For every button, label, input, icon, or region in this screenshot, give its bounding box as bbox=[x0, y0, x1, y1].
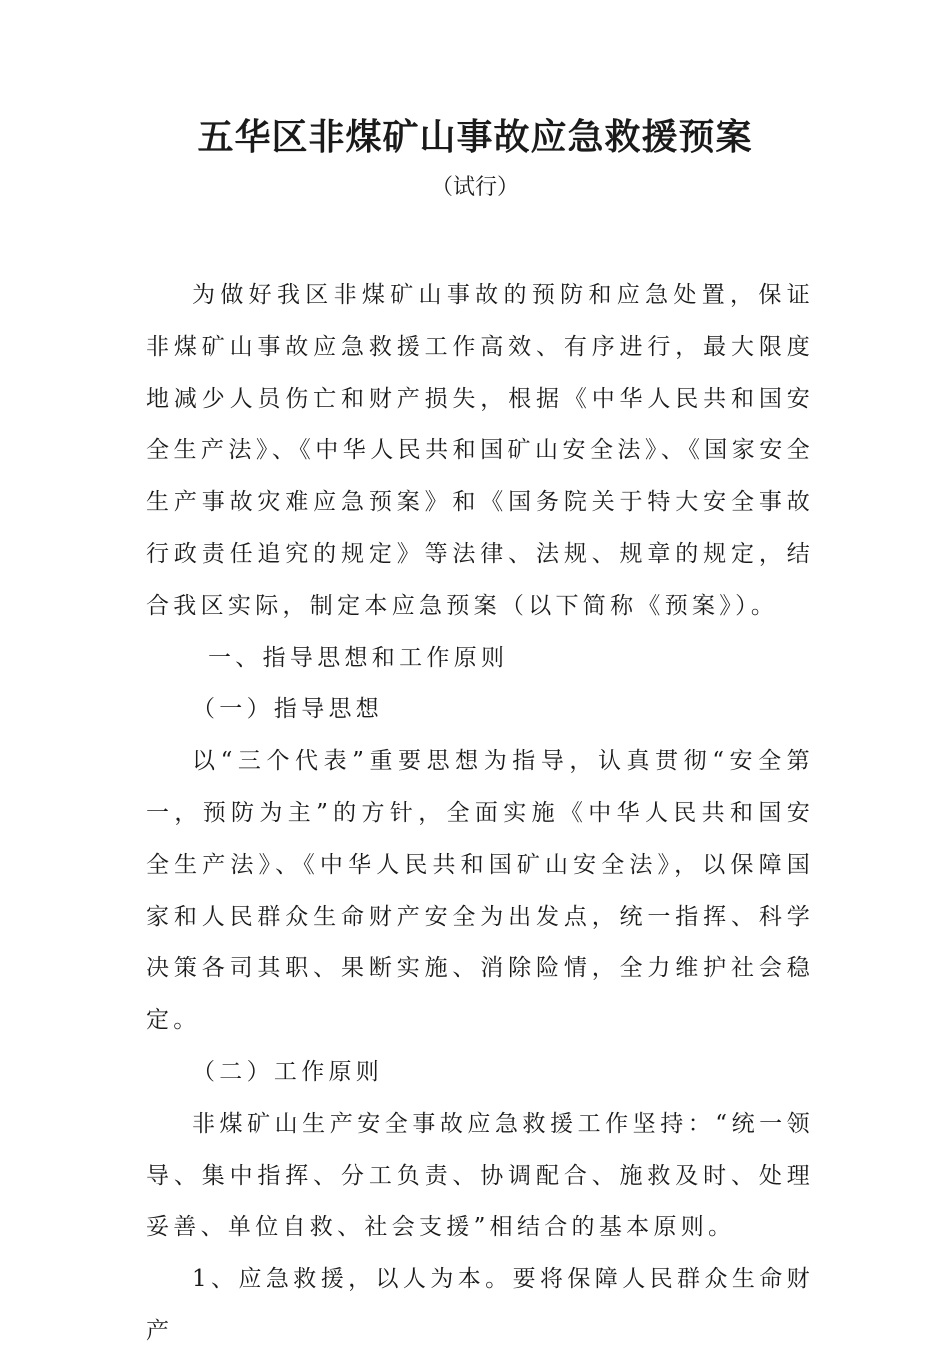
subsection-heading-work-principles: （二）工作原则 bbox=[192, 1058, 384, 1085]
intro-paragraph: 为做好我区非煤矿山事故的预防和应急处置，保证非煤矿山事故应急救援工作高效、有序进行，最大限度地减少人员伤亡和财产损失，根据《中华人民共和国安全生产法》、《中华人民共和国矿山安全法》、《国家安全生产事故灾难应急预案》和《国务院关于特大安全事故行政责任追究的规定》等法律、法规、规章的规定，结合我区实际，制定本应急预案（以下简称《预案》）。 bbox=[146, 282, 814, 619]
section-heading-guiding-principles: 一、指导思想和工作原则 bbox=[208, 644, 509, 671]
work-principles-paragraph: 非煤矿山生产安全事故应急救援工作坚持：“统一领导、集中指挥、分工负责、协调配合、施救及时、处理妥善、单位自救、社会支援”相结合的基本原则。 bbox=[146, 1110, 814, 1241]
principle-item-1: 1、应急救援，以人为本。要将保障人民群众生命财产 bbox=[146, 1266, 814, 1344]
subsection-heading-guiding-ideology: （一）指导思想 bbox=[192, 696, 384, 723]
guiding-ideology-paragraph: 以“三个代表”重要思想为指导，认真贯彻“安全第一，预防为主”的方针，全面实施《中华人民共和国安全生产法》、《中华人民共和国矿山安全法》，以保障国家和人民群众生命财产安全为出发点，统一指挥、科学决策各司其职、果断实施、消除险情，全力维护社会稳定。 bbox=[146, 748, 814, 1034]
document-body bbox=[146, 270, 814, 1358]
document-subtitle: （试行） bbox=[430, 175, 519, 200]
document-title: 五华区非煤矿山事故应急救援预案 bbox=[197, 116, 753, 158]
